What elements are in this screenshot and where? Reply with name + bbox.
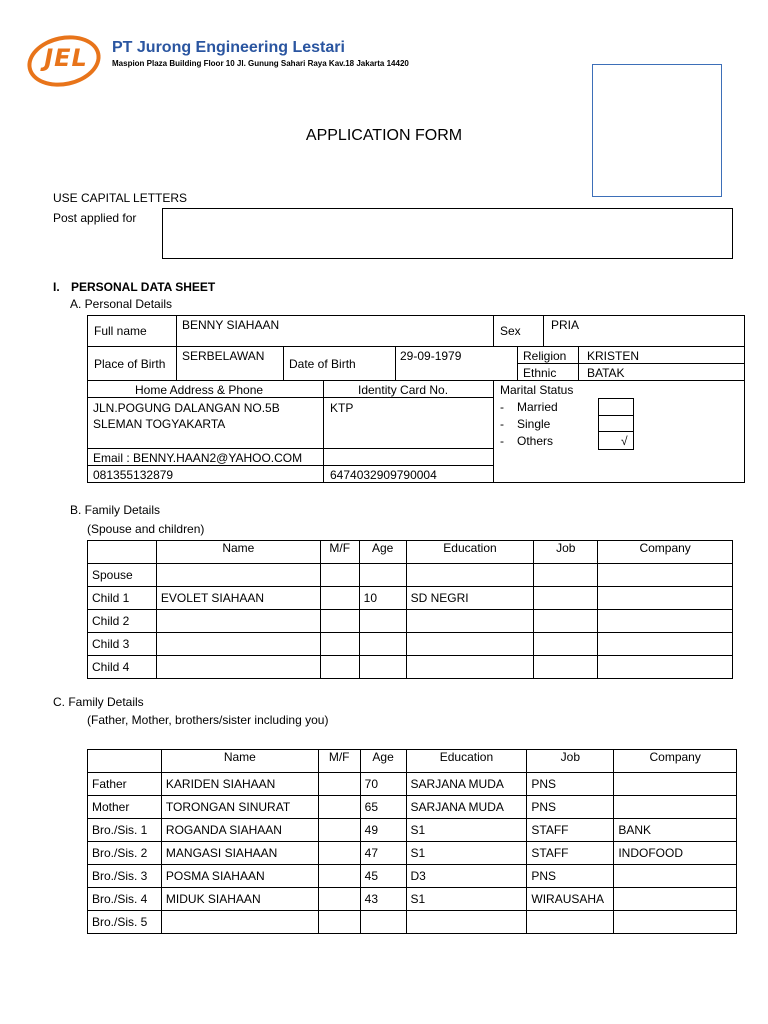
table-cell[interactable] [598,633,733,656]
family-b-heading: B. Family Details [70,503,161,517]
table-cell[interactable] [614,773,737,796]
column-header: Education [406,750,527,773]
table-cell[interactable]: PNS [527,773,614,796]
address-line-1[interactable]: JLN.POGUNG DALANGAN NO.5B [93,401,280,415]
capital-letters-note: USE CAPITAL LETTERS [53,191,188,205]
table-cell[interactable]: S1 [406,842,527,865]
table-cell[interactable] [598,656,733,679]
family-c-heading: C. Family Details [53,695,144,709]
sex-value[interactable]: PRIA [551,318,580,332]
table-cell[interactable]: PNS [527,796,614,819]
column-header [88,750,162,773]
row-label: Father [88,773,162,796]
sex-row [493,315,745,347]
post-applied-label: Post applied for [53,211,137,225]
table-cell[interactable] [534,610,598,633]
table-row [88,842,737,865]
religion-label: Religion [523,349,567,363]
table-row [88,865,737,888]
row-label: Child 1 [88,587,157,610]
row-label: Bro./Sis. 4 [88,888,162,911]
married-checkbox[interactable] [598,398,634,416]
table-cell[interactable]: SARJANA MUDA [406,773,527,796]
identity-number[interactable]: 6474032909790004 [330,468,437,482]
table-row [88,796,737,819]
column-header: Education [406,541,534,564]
row-label: Child 3 [88,633,157,656]
table-cell[interactable] [614,865,737,888]
table-cell[interactable]: 47 [360,842,406,865]
full-name-label: Full name [94,324,147,338]
marital-status-header: Marital Status [500,383,574,397]
divider [176,315,177,347]
divider [87,448,494,449]
table-cell[interactable]: 10 [359,587,406,610]
table-cell[interactable]: EVOLET SIAHAAN [156,587,320,610]
column-header: Age [360,750,406,773]
table-cell[interactable] [406,610,534,633]
form-title: APPLICATION FORM [305,127,463,144]
family-b-subheading: (Spouse and children) [87,522,205,536]
single-checkbox[interactable] [598,415,634,432]
row-label: Mother [88,796,162,819]
table-header-row [88,541,733,564]
table-cell[interactable]: 49 [360,819,406,842]
others-checkbox[interactable] [598,431,634,450]
date-of-birth-value[interactable]: 29-09-1979 [400,349,462,363]
marital-dash: - [500,400,504,414]
table-cell[interactable]: STAFF [527,842,614,865]
table-cell[interactable]: WIRAUSAHA [527,888,614,911]
table-cell[interactable] [318,911,360,934]
table-cell[interactable] [614,911,737,934]
table-cell[interactable]: D3 [406,865,527,888]
place-of-birth-value[interactable]: SERBELAWAN [182,349,265,363]
ethnic-label: Ethnic [523,366,557,380]
row-label: Bro./Sis. 1 [88,819,162,842]
table-cell[interactable] [320,633,359,656]
table-cell[interactable] [156,633,320,656]
company-logo-text: JEL [44,44,88,72]
marital-married-label: Married [517,400,558,414]
table-cell[interactable] [406,564,534,587]
religion-value[interactable]: KRISTEN [587,349,640,363]
section-number: I. [53,280,60,294]
table-cell[interactable] [359,633,406,656]
table-cell[interactable]: S1 [406,819,527,842]
table-cell[interactable] [360,911,406,934]
table-cell[interactable] [598,587,733,610]
column-header: Name [161,750,318,773]
divider [323,380,324,483]
table-cell[interactable]: SD NEGRI [406,587,534,610]
column-header: Job [527,750,614,773]
table-row [88,911,737,934]
home-address-header: Home Address & Phone [135,383,264,397]
divider [283,346,284,381]
table-cell[interactable]: PNS [527,865,614,888]
column-header: Name [156,541,320,564]
phone-value[interactable]: 081355132879 [93,468,174,482]
table-cell[interactable] [614,796,737,819]
table-cell[interactable]: 45 [360,865,406,888]
table-cell[interactable]: MANGASI SIAHAAN [161,842,318,865]
table-cell[interactable] [359,564,406,587]
table-cell[interactable] [156,656,320,679]
identity-header: Identity Card No. [358,383,449,397]
table-cell[interactable] [318,842,360,865]
divider [395,346,396,381]
company-name: PT Jurong Engineering Lestari [112,39,345,56]
marital-single-label: Single [517,417,551,431]
place-of-birth-label: Place of Birth [94,357,166,371]
table-row [88,633,733,656]
table-row [88,564,733,587]
table-cell[interactable] [318,773,360,796]
section-heading: PERSONAL DATA SHEET [71,280,216,294]
column-header [88,541,157,564]
row-label: Bro./Sis. 2 [88,842,162,865]
table-cell[interactable] [406,911,527,934]
table-row [88,587,733,610]
table-cell[interactable] [320,610,359,633]
divider [87,397,494,398]
table-cell[interactable] [406,656,534,679]
row-label: Child 4 [88,656,157,679]
table-cell[interactable]: BANK [614,819,737,842]
personal-details-heading: A. Personal Details [70,297,173,311]
table-cell[interactable]: SARJANA MUDA [406,796,527,819]
column-header: M/F [318,750,360,773]
table-header-row [88,750,737,773]
company-address: Maspion Plaza Building Floor 10 Jl. Gunung Sahari Raya Kav.18 Jakarta 14420 [112,59,409,68]
table-cell[interactable]: 43 [360,888,406,911]
table-cell[interactable] [406,633,534,656]
table-cell[interactable]: 65 [360,796,406,819]
marital-dash: - [500,434,504,448]
identity-type[interactable]: KTP [330,401,354,415]
row-label: Spouse [88,564,157,587]
marital-others-label: Others [517,434,554,448]
checkmark-icon: √ [621,434,628,448]
table-row [88,819,737,842]
table-cell[interactable]: TORONGAN SINURAT [161,796,318,819]
table-cell[interactable] [534,564,598,587]
table-cell[interactable] [598,610,733,633]
post-applied-field[interactable] [162,208,733,259]
family-c-table [87,749,737,934]
table-cell[interactable]: POSMA SIAHAAN [161,865,318,888]
table-cell[interactable] [534,587,598,610]
table-cell[interactable] [318,888,360,911]
table-cell[interactable] [614,888,737,911]
table-cell[interactable] [161,911,318,934]
address-line-2[interactable]: SLEMAN TOGYAKARTA [93,417,226,431]
divider [176,346,177,381]
table-cell[interactable] [318,819,360,842]
divider [543,315,544,347]
table-cell[interactable]: MIDUK SIAHAAN [161,888,318,911]
table-cell[interactable] [320,656,359,679]
table-cell[interactable] [534,633,598,656]
table-row [88,773,737,796]
table-cell[interactable] [534,656,598,679]
table-cell[interactable]: 70 [360,773,406,796]
date-of-birth-label: Date of Birth [289,357,356,371]
table-row [88,888,737,911]
row-label: Bro./Sis. 5 [88,911,162,934]
table-cell[interactable]: STAFF [527,819,614,842]
table-cell[interactable]: ROGANDA SIAHAAN [161,819,318,842]
email-value[interactable]: Email : BENNY.HAAN2@YAHOO.COM [93,451,303,465]
table-cell[interactable] [320,564,359,587]
table-cell[interactable]: KARIDEN SIAHAAN [161,773,318,796]
full-name-value[interactable]: BENNY SIAHAAN [182,318,280,332]
table-cell[interactable] [598,564,733,587]
row-label: Bro./Sis. 3 [88,865,162,888]
table-cell[interactable]: S1 [406,888,527,911]
sex-label: Sex [500,324,521,338]
table-cell[interactable] [320,587,359,610]
table-row [88,610,733,633]
divider [87,465,494,466]
family-c-subheading: (Father, Mother, brothers/sister including you) [87,713,329,727]
divider [517,363,745,364]
column-header: Job [534,541,598,564]
table-cell[interactable]: INDOFOOD [614,842,737,865]
column-header: Age [359,541,406,564]
table-cell[interactable] [156,564,320,587]
table-cell[interactable] [156,610,320,633]
table-cell[interactable] [527,911,614,934]
family-b-table [87,540,733,679]
table-cell[interactable] [318,865,360,888]
row-label: Child 2 [88,610,157,633]
ethnic-value[interactable]: BATAK [587,366,625,380]
marital-dash: - [500,417,504,431]
table-row [88,656,733,679]
column-header: Company [598,541,733,564]
table-cell[interactable] [318,796,360,819]
table-cell[interactable] [359,656,406,679]
table-cell[interactable] [359,610,406,633]
column-header: M/F [320,541,359,564]
divider [493,380,494,483]
full-name-row [87,315,494,347]
column-header: Company [614,750,737,773]
